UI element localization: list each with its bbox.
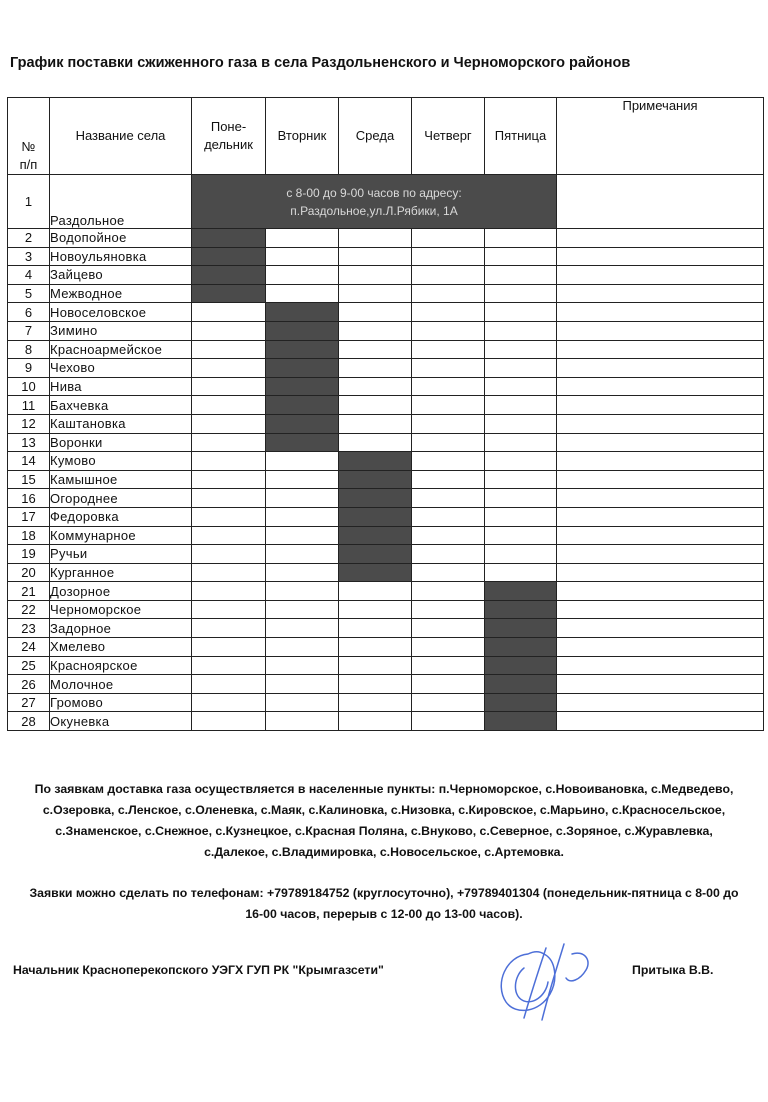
table-row <box>8 507 764 526</box>
row-number: 25 <box>8 656 50 675</box>
table-row <box>8 600 764 619</box>
day-cell <box>339 414 412 433</box>
day-cell <box>412 303 485 322</box>
day-cell <box>412 545 485 564</box>
notes-cell <box>557 229 764 248</box>
row-number: 12 <box>8 414 50 433</box>
day-cell <box>266 619 339 638</box>
notes-cell <box>557 693 764 712</box>
row-number: 8 <box>8 340 50 359</box>
day-cell <box>266 582 339 601</box>
phone-line: 16-00 часов, перерыв с 12-00 до 13-00 часов). <box>245 907 523 921</box>
notes-cell <box>557 545 764 564</box>
row-number: 5 <box>8 284 50 303</box>
notes-cell <box>557 489 764 508</box>
day-cell <box>412 266 485 285</box>
table-row <box>8 693 764 712</box>
notes-cell <box>557 284 764 303</box>
day-cell <box>485 563 557 582</box>
table-row <box>8 359 764 378</box>
table-row <box>8 526 764 545</box>
row-number: 19 <box>8 545 50 564</box>
day-cell <box>485 470 557 489</box>
notes-cell <box>557 175 764 229</box>
row-number: 6 <box>8 303 50 322</box>
delivery-banner: с 8-00 до 9-00 часов по адресу: п.Раздольное,ул.Л.Рябики, 1А <box>192 175 557 229</box>
day-cell <box>266 359 339 378</box>
delivery-line: По заявкам доставка газа осуществляется в населенные пункты: п.Черноморское, с.Новоивановка, с.Медведево, <box>34 782 734 796</box>
day-cell <box>485 656 557 675</box>
delivery-line: с.Озеровка, с.Ленское, с.Оленевка, с.Маяк, с.Калиновка, с.Низовка, с.Кировское, с.Марьино, с.Красносельское, <box>42 803 726 817</box>
day-cell <box>339 359 412 378</box>
day-cell <box>412 247 485 266</box>
table-row <box>8 675 764 694</box>
village-name: Раздольное <box>50 175 192 229</box>
row-number: 20 <box>8 563 50 582</box>
day-cell <box>339 303 412 322</box>
row-number: 3 <box>8 247 50 266</box>
day-cell <box>412 396 485 415</box>
day-cell <box>192 545 266 564</box>
table-row <box>8 582 764 601</box>
notes-cell <box>557 656 764 675</box>
day-cell <box>485 675 557 694</box>
day-cell <box>412 619 485 638</box>
day-cell <box>339 266 412 285</box>
day-cell <box>412 414 485 433</box>
day-cell <box>339 433 412 452</box>
table-row <box>8 321 764 340</box>
day-cell <box>412 321 485 340</box>
day-cell <box>412 452 485 471</box>
row-number: 21 <box>8 582 50 601</box>
village-name: Нива <box>50 377 192 396</box>
notes-cell <box>557 638 764 657</box>
day-cell <box>266 712 339 731</box>
day-cell <box>339 377 412 396</box>
day-cell <box>266 675 339 694</box>
day-cell <box>339 470 412 489</box>
day-cell <box>339 340 412 359</box>
village-name: Задорное <box>50 619 192 638</box>
day-cell <box>485 489 557 508</box>
day-cell <box>266 693 339 712</box>
day-cell <box>339 656 412 675</box>
village-name: Красноярское <box>50 656 192 675</box>
day-cell <box>412 284 485 303</box>
day-cell <box>266 545 339 564</box>
day-cell <box>485 377 557 396</box>
notes-cell <box>557 396 764 415</box>
day-cell <box>339 526 412 545</box>
notes-cell <box>557 340 764 359</box>
header-notes: Примечания <box>557 98 764 175</box>
notes-cell <box>557 600 764 619</box>
day-cell <box>412 359 485 378</box>
signatory-position: Начальник Красноперекопского УЭГХ ГУП РК "Крымгазсети" <box>13 963 384 977</box>
village-name: Бахчевка <box>50 396 192 415</box>
day-cell <box>266 377 339 396</box>
day-cell <box>485 340 557 359</box>
day-cell <box>266 284 339 303</box>
day-cell <box>192 693 266 712</box>
row-number: 27 <box>8 693 50 712</box>
table-row <box>8 303 764 322</box>
day-cell <box>485 396 557 415</box>
day-cell <box>339 489 412 508</box>
day-cell <box>412 693 485 712</box>
day-cell <box>266 303 339 322</box>
row-number: 13 <box>8 433 50 452</box>
day-cell <box>339 600 412 619</box>
row-number: 14 <box>8 452 50 471</box>
day-cell <box>339 693 412 712</box>
day-cell <box>412 675 485 694</box>
day-cell <box>485 414 557 433</box>
village-name: Коммунарное <box>50 526 192 545</box>
day-cell <box>485 321 557 340</box>
village-name: Хмелево <box>50 638 192 657</box>
day-cell <box>412 229 485 248</box>
row-number: 9 <box>8 359 50 378</box>
day-cell <box>266 321 339 340</box>
day-cell <box>339 545 412 564</box>
day-cell <box>339 563 412 582</box>
row-number: 4 <box>8 266 50 285</box>
day-cell <box>412 526 485 545</box>
page-title: График поставки сжиженного газа в села Раздольненского и Черноморского районов <box>10 55 631 71</box>
row-number: 23 <box>8 619 50 638</box>
table-row <box>8 656 764 675</box>
day-cell <box>485 284 557 303</box>
village-name: Чехово <box>50 359 192 378</box>
day-cell <box>192 452 266 471</box>
day-cell <box>266 452 339 471</box>
day-cell <box>192 433 266 452</box>
table-row <box>8 414 764 433</box>
table-row <box>8 340 764 359</box>
table-row <box>8 470 764 489</box>
table-row <box>8 284 764 303</box>
day-cell <box>485 712 557 731</box>
village-name: Огороднее <box>50 489 192 508</box>
row-number: 1 <box>8 175 50 229</box>
day-cell <box>485 619 557 638</box>
table-row <box>8 712 764 731</box>
day-cell <box>192 656 266 675</box>
village-name: Зайцево <box>50 266 192 285</box>
notes-cell <box>557 266 764 285</box>
day-cell <box>266 340 339 359</box>
day-cell <box>485 452 557 471</box>
header-row <box>8 98 764 175</box>
day-cell <box>339 638 412 657</box>
village-name: Ручьи <box>50 545 192 564</box>
village-name: Водопойное <box>50 229 192 248</box>
table-row <box>8 229 764 248</box>
day-cell <box>339 507 412 526</box>
delivery-line: с.Далекое, с.Владимировка, с.Новосельское, с.Артемовка. <box>204 845 564 859</box>
day-cell <box>192 377 266 396</box>
notes-cell <box>557 526 764 545</box>
header-monday: Поне- дельник <box>192 98 266 175</box>
day-cell <box>192 563 266 582</box>
table-row <box>8 396 764 415</box>
day-cell <box>266 489 339 508</box>
day-cell <box>485 433 557 452</box>
notes-cell <box>557 359 764 378</box>
notes-cell <box>557 433 764 452</box>
day-cell <box>192 359 266 378</box>
header-wednesday: Среда <box>339 98 412 175</box>
day-cell <box>192 638 266 657</box>
day-cell <box>339 452 412 471</box>
village-name: Межводное <box>50 284 192 303</box>
day-cell <box>192 340 266 359</box>
day-cell <box>192 414 266 433</box>
delivery-paragraph <box>20 779 748 863</box>
table-row <box>8 545 764 564</box>
notes-cell <box>557 712 764 731</box>
day-cell <box>192 229 266 248</box>
day-cell <box>339 229 412 248</box>
header-tuesday: Вторник <box>266 98 339 175</box>
village-name: Красноармейское <box>50 340 192 359</box>
notes-cell <box>557 563 764 582</box>
village-name: Федоровка <box>50 507 192 526</box>
header-thursday: Четверг <box>412 98 485 175</box>
day-cell <box>412 563 485 582</box>
day-cell <box>412 656 485 675</box>
day-cell <box>266 229 339 248</box>
row-number: 16 <box>8 489 50 508</box>
day-cell <box>192 396 266 415</box>
day-cell <box>485 545 557 564</box>
table-row <box>8 638 764 657</box>
notes-cell <box>557 507 764 526</box>
day-cell <box>266 414 339 433</box>
village-name: Дозорное <box>50 582 192 601</box>
village-name: Новоульяновка <box>50 247 192 266</box>
village-name: Каштановка <box>50 414 192 433</box>
table-row <box>8 563 764 582</box>
row-number: 11 <box>8 396 50 415</box>
village-name: Воронки <box>50 433 192 452</box>
day-cell <box>192 247 266 266</box>
day-cell <box>412 433 485 452</box>
village-name: Новоселовское <box>50 303 192 322</box>
village-name: Черноморское <box>50 600 192 619</box>
signature-image <box>488 940 603 1025</box>
day-cell <box>412 600 485 619</box>
day-cell <box>266 266 339 285</box>
day-cell <box>412 507 485 526</box>
day-cell <box>339 247 412 266</box>
table-row <box>8 433 764 452</box>
day-cell <box>192 675 266 694</box>
notes-cell <box>557 675 764 694</box>
day-cell <box>485 247 557 266</box>
village-name: Окуневка <box>50 712 192 731</box>
day-cell <box>412 340 485 359</box>
day-cell <box>412 377 485 396</box>
day-cell <box>192 266 266 285</box>
notes-cell <box>557 321 764 340</box>
village-name: Молочное <box>50 675 192 694</box>
signatory-name: Притыка В.В. <box>632 963 714 977</box>
table-row <box>8 489 764 508</box>
table-row <box>8 452 764 471</box>
table-row <box>8 619 764 638</box>
notes-cell <box>557 619 764 638</box>
day-cell <box>192 284 266 303</box>
notes-cell <box>557 377 764 396</box>
day-cell <box>485 526 557 545</box>
header-friday: Пятница <box>485 98 557 175</box>
day-cell <box>266 526 339 545</box>
notes-cell <box>557 414 764 433</box>
village-name: Зимино <box>50 321 192 340</box>
day-cell <box>339 712 412 731</box>
day-cell <box>339 396 412 415</box>
table-row <box>8 377 764 396</box>
row-number: 22 <box>8 600 50 619</box>
table-row <box>8 175 764 229</box>
row-number: 10 <box>8 377 50 396</box>
header-village-name: Название села <box>50 98 192 175</box>
day-cell <box>266 247 339 266</box>
day-cell <box>192 526 266 545</box>
row-number: 2 <box>8 229 50 248</box>
day-cell <box>339 675 412 694</box>
day-cell <box>266 507 339 526</box>
day-cell <box>266 563 339 582</box>
day-cell <box>485 507 557 526</box>
row-number: 24 <box>8 638 50 657</box>
notes-cell <box>557 247 764 266</box>
day-cell <box>266 396 339 415</box>
row-number: 28 <box>8 712 50 731</box>
row-number: 26 <box>8 675 50 694</box>
notes-cell <box>557 582 764 601</box>
day-cell <box>266 433 339 452</box>
day-cell <box>485 266 557 285</box>
delivery-line: с.Знаменское, с.Снежное, с.Кузнецкое, с.Красная Поляна, с.Внуково, с.Северное, с.Зоряное, с.Журавлевка, <box>55 824 713 838</box>
notes-cell <box>557 470 764 489</box>
day-cell <box>485 600 557 619</box>
day-cell <box>339 321 412 340</box>
phone-line: Заявки можно сделать по телефонам: +79789184752 (круглосуточно), +79789401304 (понедельник-пятница с 8-00 до <box>29 886 739 900</box>
day-cell <box>485 582 557 601</box>
row-number: 15 <box>8 470 50 489</box>
notes-cell <box>557 303 764 322</box>
day-cell <box>266 600 339 619</box>
village-name: Громово <box>50 693 192 712</box>
day-cell <box>266 638 339 657</box>
day-cell <box>192 619 266 638</box>
day-cell <box>192 712 266 731</box>
day-cell <box>412 638 485 657</box>
day-cell <box>412 470 485 489</box>
day-cell <box>485 693 557 712</box>
day-cell <box>192 321 266 340</box>
day-cell <box>412 712 485 731</box>
day-cell <box>412 489 485 508</box>
day-cell <box>266 470 339 489</box>
day-cell <box>192 582 266 601</box>
header-num: № п/п <box>8 98 50 175</box>
day-cell <box>339 582 412 601</box>
day-cell <box>192 507 266 526</box>
day-cell <box>266 656 339 675</box>
day-cell <box>485 359 557 378</box>
day-cell <box>192 489 266 508</box>
day-cell <box>412 582 485 601</box>
table-row <box>8 266 764 285</box>
phone-paragraph <box>20 883 748 925</box>
day-cell <box>339 619 412 638</box>
day-cell <box>485 229 557 248</box>
day-cell <box>339 284 412 303</box>
schedule-table <box>7 97 764 731</box>
village-name: Камышное <box>50 470 192 489</box>
row-number: 18 <box>8 526 50 545</box>
row-number: 17 <box>8 507 50 526</box>
notes-cell <box>557 452 764 471</box>
day-cell <box>192 470 266 489</box>
village-name: Курганное <box>50 563 192 582</box>
day-cell <box>485 303 557 322</box>
day-cell <box>192 303 266 322</box>
village-name: Кумово <box>50 452 192 471</box>
day-cell <box>485 638 557 657</box>
row-number: 7 <box>8 321 50 340</box>
day-cell <box>192 600 266 619</box>
table-row <box>8 247 764 266</box>
